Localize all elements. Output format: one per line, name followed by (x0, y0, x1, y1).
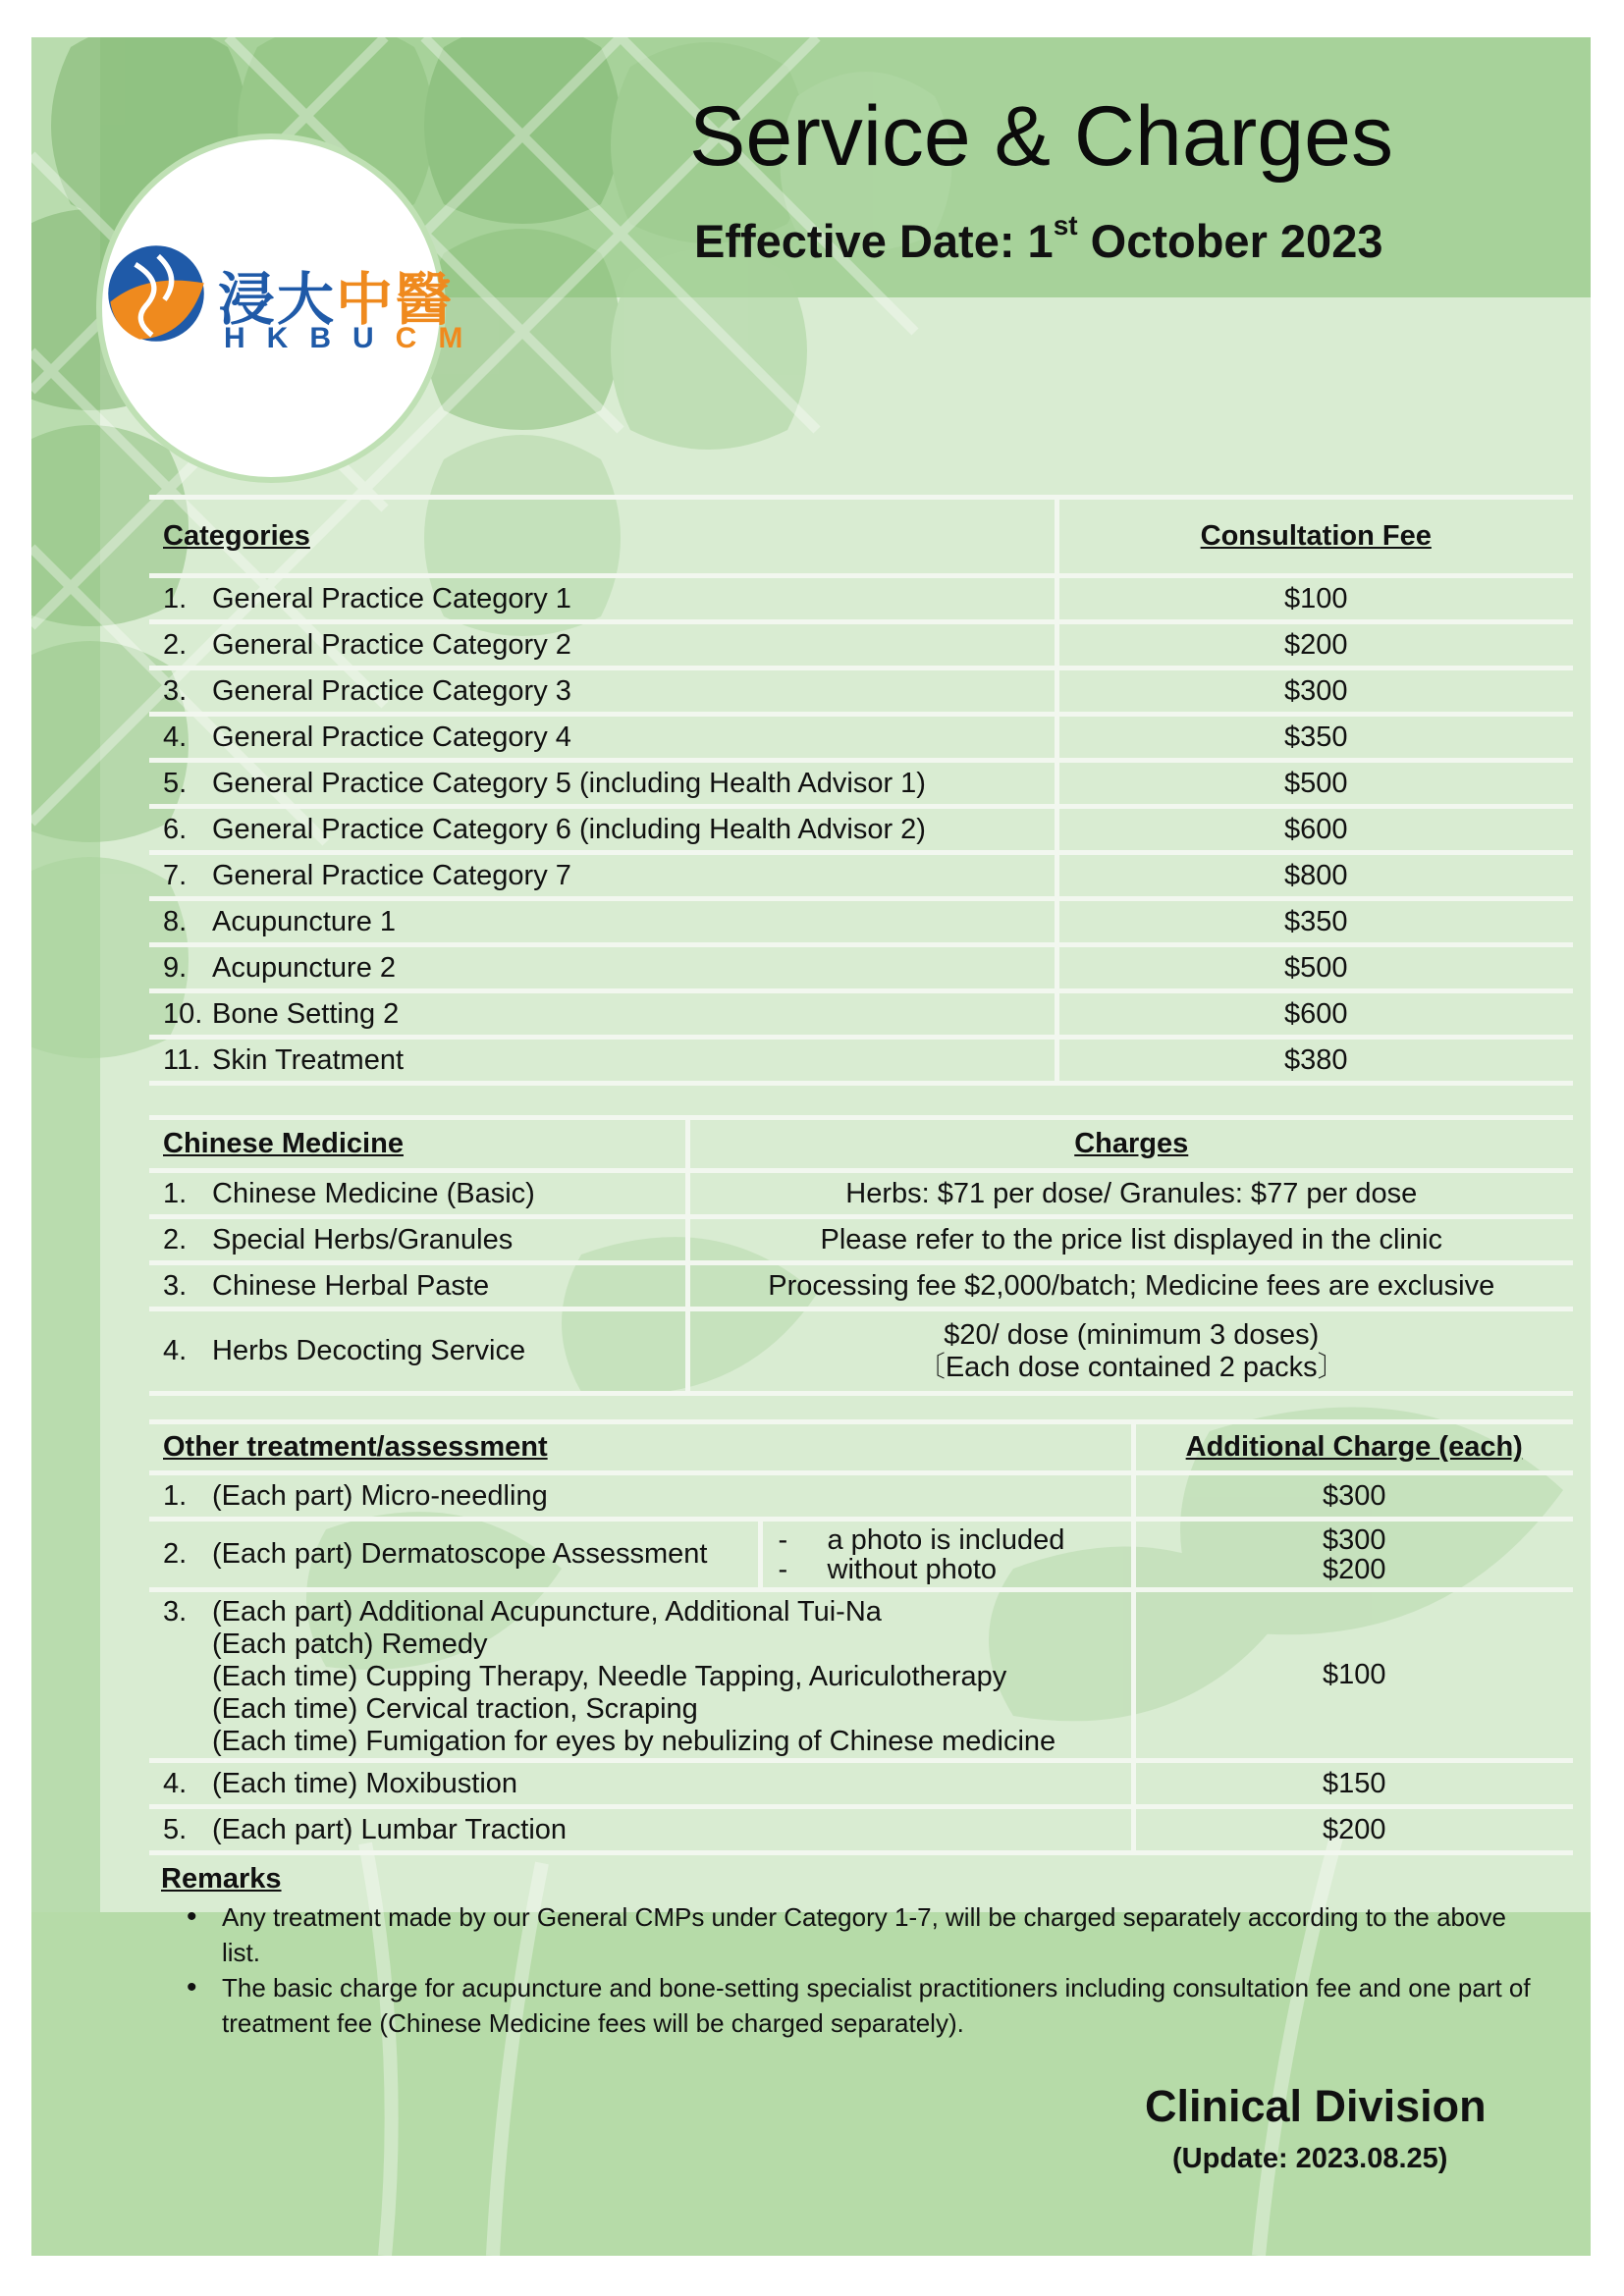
table-row (149, 1263, 1573, 1309)
table-row (149, 668, 1573, 715)
treatment-line: (Each time) Fumigation for eyes by nebulizing of Chinese medicine (212, 1726, 1056, 1757)
treatment-charge: $150 (1133, 1761, 1573, 1807)
category-label: 11. Skin Treatment (149, 1038, 1056, 1084)
page-title: Service & Charges (689, 89, 1393, 184)
hkbucm-logo (96, 133, 485, 483)
medicine-label: 2. Special Herbs/Granules (149, 1217, 687, 1263)
table-header-row (149, 1118, 1573, 1171)
charge-without-photo: $200 (1322, 1553, 1386, 1585)
category-label: 1. General Practice Category 1 (149, 576, 1056, 622)
table-row (149, 576, 1573, 622)
category-label: 8. Acupuncture 1 (149, 899, 1056, 945)
consultation-fee-header: Consultation Fee (1056, 498, 1573, 576)
poster (31, 37, 1591, 2256)
category-label: 7. General Practice Category 7 (149, 853, 1056, 899)
treatment-line: (Each part) Additional Acupuncture, Additional Tui-Na (212, 1596, 882, 1628)
consultation-fee: $500 (1056, 761, 1573, 807)
consultation-fee: $350 (1056, 899, 1573, 945)
remark-item: • The basic charge for acupuncture and bone-setting specialist practitioners including consultation fee and one part of treatment fee (Chinese Medicine fees will be charged separately). (222, 1970, 1536, 2041)
other-treatment-table (149, 1419, 1573, 1855)
update-date: (Update: 2023.08.25) (1172, 2143, 1448, 2174)
category-label: 6. General Practice Category 6 (including Health Advisor 2) (149, 807, 1056, 853)
category-label: 9. Acupuncture 2 (149, 945, 1056, 991)
remarks-section (161, 1863, 1536, 2041)
treatment-charge (1133, 1520, 1573, 1590)
table-row (149, 991, 1573, 1038)
treatment-label: 5. (Each part) Lumbar Traction (149, 1807, 1133, 1853)
remarks-list (161, 1899, 1536, 2041)
table-row (149, 715, 1573, 761)
option-with-photo: - a photo is included (778, 1523, 1065, 1556)
remarks-title: Remarks (161, 1863, 282, 1895)
table-row (149, 1217, 1573, 1263)
consultation-fee: $600 (1056, 807, 1573, 853)
treatment-label: 3. (Each part) Additional Acupuncture, Additional Tui-Na (Each patch) Remedy (Each time) Cupping Therapy, Needle Tapping, Auriculotherapy (Each time) Cervical traction, Scraping (Each time) Fumigation for eyes by nebulizing of Chinese medicine (149, 1590, 1133, 1761)
category-label: 2. General Practice Category 2 (149, 622, 1056, 668)
category-label: 10. Bone Setting 2 (149, 991, 1056, 1038)
table-row (149, 761, 1573, 807)
medicine-charge (687, 1309, 1573, 1394)
category-label: 5. General Practice Category 5 (including Health Advisor 1) (149, 761, 1056, 807)
consultation-fee: $600 (1056, 991, 1573, 1038)
decocting-pack-note: 〔Each dose contained 2 packs〕 (916, 1351, 1346, 1383)
consultation-fee: $350 (1056, 715, 1573, 761)
table-row (149, 1473, 1573, 1520)
logo-english-text: HKBUCM (224, 322, 485, 354)
table-row (149, 853, 1573, 899)
other-treatment-header: Other treatment/assessment (149, 1422, 1133, 1473)
table-row (149, 807, 1573, 853)
chinese-medicine-table (149, 1115, 1573, 1396)
consultation-fee-table (149, 495, 1573, 1086)
treatment-label: 4. (Each time) Moxibustion (149, 1761, 1133, 1807)
table-header-row (149, 1422, 1573, 1473)
treatment-line: (Each patch) Remedy (212, 1629, 488, 1660)
table-row (149, 1038, 1573, 1084)
treatment-charge: $200 (1133, 1807, 1573, 1853)
consultation-fee: $500 (1056, 945, 1573, 991)
consultation-fee: $800 (1056, 853, 1573, 899)
treatment-line: (Each time) Cervical traction, Scraping (212, 1693, 698, 1725)
treatment-label: 2. (Each part) Dermatoscope Assessment (149, 1520, 760, 1590)
treatment-line: (Each time) Cupping Therapy, Needle Tapping, Auriculotherapy (212, 1661, 1007, 1692)
clinical-division-label: Clinical Division (1145, 2081, 1487, 2131)
medicine-label: 3. Chinese Herbal Paste (149, 1263, 687, 1309)
treatment-charge: $300 (1133, 1473, 1573, 1520)
table-row (149, 945, 1573, 991)
table-row (149, 1171, 1573, 1217)
consultation-fee: $100 (1056, 576, 1573, 622)
logo-chinese-text: 浸大中醫 (218, 266, 455, 333)
decocting-charge-line: $20/ dose (minimum 3 doses) (944, 1318, 1320, 1351)
consultation-fee: $380 (1056, 1038, 1573, 1084)
medicine-charge: Herbs: $71 per dose/ Granules: $77 per dose (687, 1171, 1573, 1217)
treatment-label: 1. (Each part) Micro-needling (149, 1473, 1133, 1520)
hkbucm-emblem-icon (104, 241, 208, 346)
table-row (149, 622, 1573, 668)
charge-with-photo: $300 (1322, 1523, 1386, 1556)
medicine-charge: Please refer to the price list displayed in the clinic (687, 1217, 1573, 1263)
category-label: 4. General Practice Category 4 (149, 715, 1056, 761)
table-row (149, 1761, 1573, 1807)
option-without-photo: - without photo (778, 1553, 998, 1585)
medicine-label: 4. Herbs Decocting Service (149, 1309, 687, 1394)
table-row (149, 1590, 1573, 1761)
categories-header: Categories (149, 498, 1056, 576)
category-label: 3. General Practice Category 3 (149, 668, 1056, 715)
remark-item: • Any treatment made by our General CMPs under Category 1-7, will be charged separately according to the above list. (222, 1899, 1536, 1970)
effective-date: Effective Date: 1st October 2023 (694, 210, 1383, 267)
additional-charge-header: Additional Charge (each) (1133, 1422, 1573, 1473)
table-row (149, 899, 1573, 945)
treatment-charge: $100 (1133, 1590, 1573, 1761)
chinese-medicine-header: Chinese Medicine (149, 1118, 687, 1171)
table-row (149, 1520, 1573, 1590)
dermatoscope-options (760, 1520, 1133, 1590)
medicine-label: 1. Chinese Medicine (Basic) (149, 1171, 687, 1217)
consultation-fee: $200 (1056, 622, 1573, 668)
charges-header: Charges (687, 1118, 1573, 1171)
table-header-row (149, 498, 1573, 576)
medicine-charge: Processing fee $2,000/batch; Medicine fees are exclusive (687, 1263, 1573, 1309)
table-row (149, 1807, 1573, 1853)
consultation-fee: $300 (1056, 668, 1573, 715)
table-row (149, 1309, 1573, 1394)
